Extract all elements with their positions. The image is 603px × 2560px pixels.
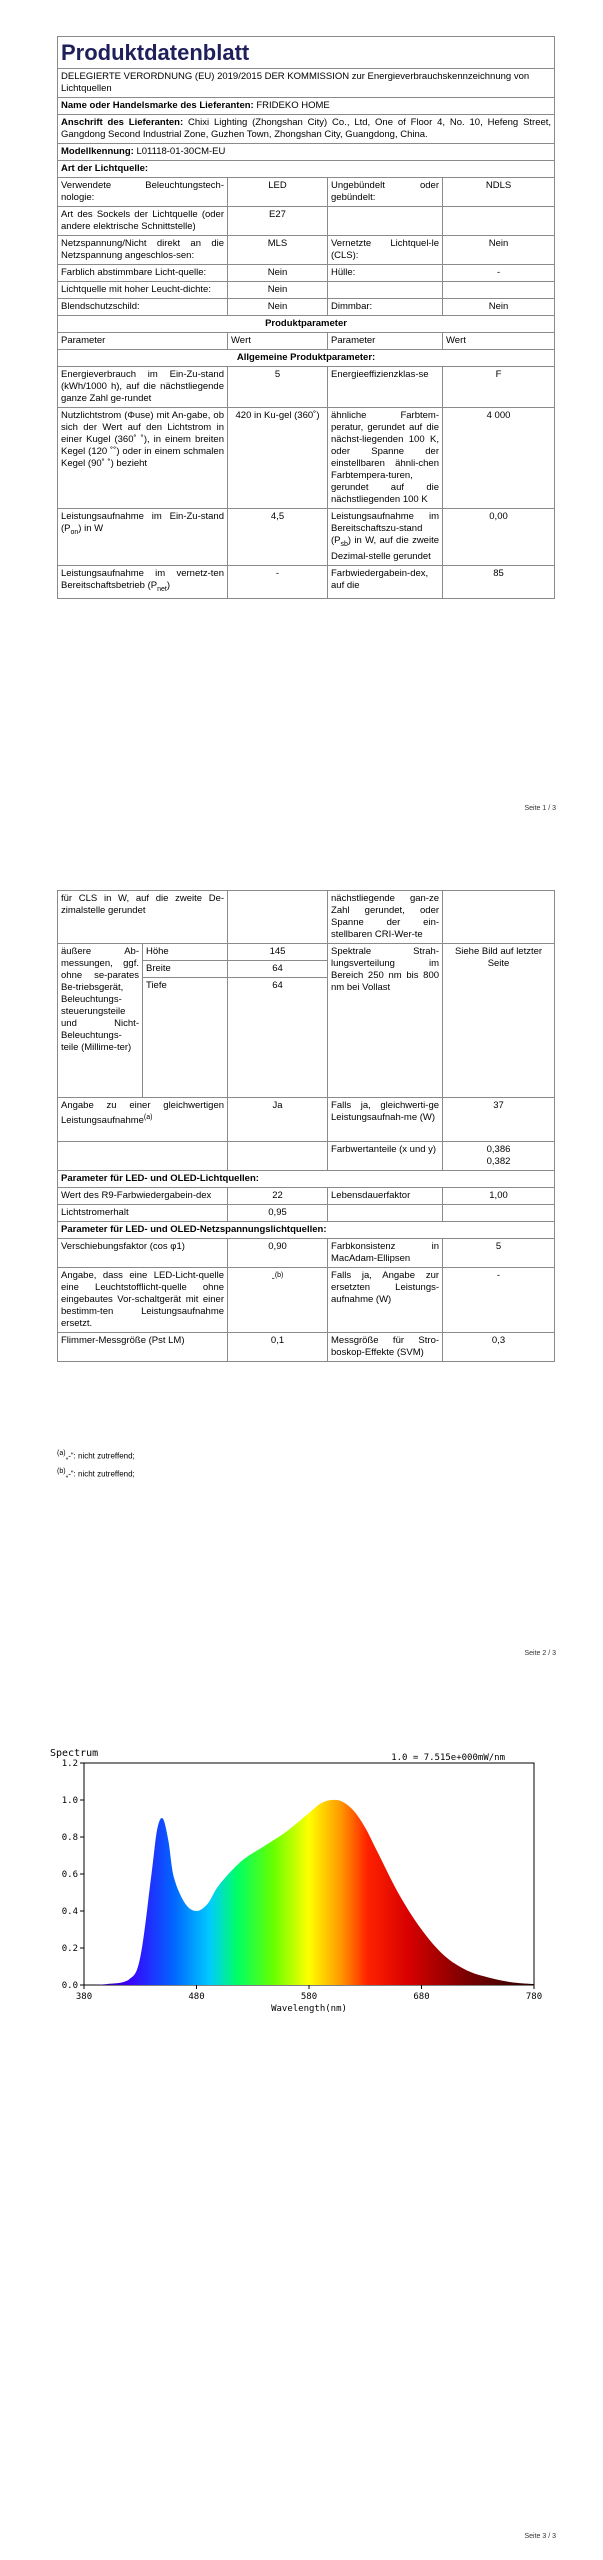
param-row <box>58 1205 555 1222</box>
param-row <box>58 408 555 509</box>
replace-label: Angabe, dass eine LED-Licht-quelle eine Leuchtstofflicht-quelle ohne eingebautes Vor-schaltgerät mit einer bestimm-ten Leistungsaufnahme ersetzt. <box>58 1268 228 1333</box>
param-label: Farbwiedergabein-dex, auf die <box>328 565 443 598</box>
chroma-label: Farbwertanteile (x und y) <box>328 1142 443 1171</box>
y-tick-label: 1.2 <box>61 1759 78 1769</box>
type-value: E27 <box>228 207 328 236</box>
flicker-value: 0,1 <box>228 1333 328 1362</box>
strobo-value: 0,3 <box>443 1333 555 1362</box>
type-value <box>443 282 555 299</box>
footnote-ref: (b) <box>274 1272 284 1279</box>
life-label: Lebensdauerfaktor <box>328 1188 443 1205</box>
dim-name: Höhe <box>143 944 228 961</box>
param-row <box>58 1098 555 1142</box>
type-value: Nein <box>228 299 328 316</box>
mains-header: Parameter für LED- und OLED-Netzspannungslichtquellen: <box>58 1222 555 1239</box>
type-value: MLS <box>228 236 328 265</box>
param-row <box>58 509 555 566</box>
replace-power-label: Falls ja, Angabe zur ersetzten Leistungs-aufnahme (W) <box>328 1268 443 1333</box>
footnote-b <box>57 1468 135 1479</box>
param-label <box>58 509 228 566</box>
strobo-label: Messgröße für Stro-boskop-Effekte (SVM) <box>328 1333 443 1362</box>
page-number: Seite 3 / 3 <box>524 2533 556 2540</box>
param-label-end: ) in W, auf die zweite Dezimal-stelle gerundet <box>331 535 439 562</box>
param-row <box>58 1268 555 1333</box>
param-value <box>228 891 328 944</box>
supplier-row <box>58 98 555 115</box>
equiv-power-value: 37 <box>443 1098 555 1142</box>
param-value: 4,5 <box>228 509 328 566</box>
y-tick-label: 0.0 <box>61 1981 78 1991</box>
param-row <box>58 1239 555 1268</box>
type-row <box>58 299 555 316</box>
type-label: Art des Sockels der Lichtquelle (oder andere elektrische Schnittstelle) <box>58 207 228 236</box>
param-row <box>58 891 555 944</box>
datasheet-table-2 <box>57 890 555 1362</box>
chart-title: Spectrum <box>50 1748 99 1759</box>
param-row <box>58 1188 555 1205</box>
empty-cell <box>443 1205 555 1222</box>
type-row <box>58 207 555 236</box>
footnote-mark: (a) <box>57 1450 66 1457</box>
model-value: L01118-01-30CM-EU <box>136 146 226 157</box>
scale-note: 1.0 = 7.515e+000mW/nm <box>391 1753 505 1763</box>
y-tick-label: 0.2 <box>61 1944 78 1954</box>
maint-label: Lichtstromerhalt <box>58 1205 228 1222</box>
maint-value: 0,95 <box>228 1205 328 1222</box>
column-header-row <box>58 333 555 350</box>
dim-name: Breite <box>143 961 228 978</box>
param-value: 4 000 <box>443 408 555 509</box>
empty-cell <box>58 1142 228 1171</box>
type-label: Netzspannung/Nicht direkt an die Netzspannung angeschlos-sen: <box>58 236 228 265</box>
type-row <box>58 178 555 207</box>
param-label-sub: sb <box>340 540 348 548</box>
param-label-sub: net <box>157 585 167 593</box>
type-label: Ungebündelt oder gebündelt: <box>328 178 443 207</box>
param-value: 0,00 <box>443 509 555 566</box>
spectral-label: Spektrale Strah-lungsverteilung im Bereich 250 nm bis 800 nm bei Vollast <box>328 944 443 1098</box>
chroma-y: 0,382 <box>486 1156 511 1167</box>
footnote-ref: (a) <box>143 1114 153 1121</box>
param-row <box>58 1333 555 1362</box>
address-row <box>58 115 555 144</box>
x-tick-label: 380 <box>75 1992 93 2002</box>
param-label-end: ) in W <box>78 523 104 534</box>
type-value: - <box>443 265 555 282</box>
dim-value: 64 <box>228 961 328 978</box>
page-number: Seite 1 / 3 <box>524 805 556 812</box>
address-value: Chixi Lighting (Zhongshan City) Co., Ltd, One of Floor 4, No. 10, Hefeng Street, Gangdong Second Industrial Zone, Guzhen Town, Zhongshan City, Guangdong, China. <box>61 117 552 140</box>
spectral-value: Siehe Bild auf letzter Seite <box>443 944 555 1098</box>
x-tick-label: 680 <box>413 1992 430 2002</box>
type-label: Verwendete Beleuchtungstech-nologie: <box>58 178 228 207</box>
param-label-end: ) <box>166 579 171 591</box>
type-value: Nein <box>443 299 555 316</box>
page-2 <box>0 880 603 1700</box>
footnote-a <box>57 1450 135 1461</box>
type-label: Dimmbar: <box>328 299 443 316</box>
y-tick-label: 0.8 <box>61 1833 78 1843</box>
param-value: - <box>228 565 328 598</box>
param-row <box>58 565 555 598</box>
param-label: ähnliche Farbtem-peratur, gerundet auf die nächst-liegenden 100 K, oder Spanne der einstellbaren ähnli-chen Farbtempera-turen, gerundet auf die nächstliegenden 100 K <box>328 408 443 509</box>
column-header: Parameter <box>328 333 443 350</box>
param-label-text: Leistungsaufnahme im vernetz-ten Bereitschaftsbetrieb (P <box>61 567 224 591</box>
chroma-x: 0,386 <box>486 1144 511 1155</box>
param-label: nächstliegende gan-ze Zahl gerundet, oder Spanne der ein-stellbaren CRI-Wer-te <box>328 891 443 944</box>
column-header: Wert <box>228 333 328 350</box>
dim-name: Tiefe <box>143 978 228 1098</box>
param-value: F <box>443 367 555 408</box>
param-label: Energieeffizienzklas-se <box>328 367 443 408</box>
model-label: Modellkennung: <box>61 146 134 157</box>
param-row <box>58 367 555 408</box>
footnote-text: „-“: nicht zutreffend; <box>65 1469 135 1479</box>
dim-value: 145 <box>228 944 328 961</box>
cos-value: 0,90 <box>228 1239 328 1268</box>
supplier-label: Name oder Handelsmarke des Lieferanten: <box>61 100 254 111</box>
datasheet-table-1 <box>57 36 555 599</box>
page-title: Produktdatenblatt <box>58 37 555 69</box>
consist-label: Farbkonsistenz in MacAdam-Ellipsen <box>328 1239 443 1268</box>
page-number: Seite 2 / 3 <box>524 1650 556 1657</box>
address-label: Anschrift des Lieferanten: <box>61 117 184 128</box>
type-row <box>58 236 555 265</box>
param-label: für CLS in W, auf die zweite De-zimalstelle gerundet <box>58 891 228 944</box>
type-label: Blendschutzschild: <box>58 299 228 316</box>
replace-value-text: - <box>271 1273 275 1285</box>
empty-cell <box>328 1205 443 1222</box>
type-row <box>58 282 555 299</box>
param-label: Nutzlichtstrom (Φuse) mit An-gabe, ob sich der Wert auf den Lichtstrom in einer Kugel (360˚ ˚), in einem breiten Kegel (120 ˚˚) oder in einem schmalen Kegel (90˚ ˚) bezieht <box>58 408 228 509</box>
param-label-sub: on <box>70 528 79 536</box>
empty-cell <box>228 1142 328 1171</box>
type-value: Nein <box>228 282 328 299</box>
dim-value: 64 <box>228 978 328 1098</box>
equiv-power-label: Falls ja, gleichwerti-ge Leistungsaufnah-me (W) <box>328 1098 443 1142</box>
type-label: Farblich abstimmbare Licht-quelle: <box>58 265 228 282</box>
dims-label: äußere Ab-messungen, ggf. ohne se-parates Be-triebsgerät, Beleuchtungs-steuerungsteile und Nicht-Beleuchtungs-teile (Millime-ter) <box>58 944 143 1098</box>
equiv-value: Ja <box>228 1098 328 1142</box>
param-value: 5 <box>228 367 328 408</box>
type-label <box>328 207 443 236</box>
r9-label: Wert des R9-Farbwiedergabein-dex <box>58 1188 228 1205</box>
type-label: Vernetzte Lichtquel-le (CLS): <box>328 236 443 265</box>
param-value: 85 <box>443 565 555 598</box>
general-header: Allgemeine Produktparameter: <box>58 350 555 367</box>
type-label <box>328 282 443 299</box>
type-label: Hülle: <box>328 265 443 282</box>
param-label <box>328 509 443 566</box>
x-axis-label: Wavelength(nm) <box>271 2004 347 2014</box>
led-header: Parameter für LED- und OLED-Lichtquellen: <box>58 1171 555 1188</box>
param-label: Energieverbrauch im Ein-Zu-stand (kWh/1000 h), auf die nächstliegende ganze Zahl ge-rundet <box>58 367 228 408</box>
r9-value: 22 <box>228 1188 328 1205</box>
y-tick-label: 0.4 <box>61 1907 78 1917</box>
dims-row <box>58 944 555 961</box>
type-label: Lichtquelle mit hoher Leucht-dichte: <box>58 282 228 299</box>
y-tick-label: 1.0 <box>61 1796 78 1806</box>
flicker-label: Flimmer-Messgröße (Pst LM) <box>58 1333 228 1362</box>
param-value <box>443 891 555 944</box>
spectrum-area <box>84 1800 534 1985</box>
replace-value <box>228 1268 328 1333</box>
param-value: 420 in Ku-gel (360˚) <box>228 408 328 509</box>
column-header: Parameter <box>58 333 228 350</box>
column-header: Wert <box>443 333 555 350</box>
type-row <box>58 265 555 282</box>
regulation-text: DELEGIERTE VERORDNUNG (EU) 2019/2015 DER KOMMISSION zur Energieverbrauchskennzeichnung von Lichtquellen <box>58 69 555 98</box>
datasheet-page-2 <box>57 890 554 1362</box>
y-axis <box>62 1759 84 1991</box>
type-value: LED <box>228 178 328 207</box>
x-axis <box>76 1985 542 2002</box>
cos-label: Verschiebungsfaktor (cos φ1) <box>58 1239 228 1268</box>
type-value <box>443 207 555 236</box>
datasheet-page-1 <box>57 36 554 599</box>
type-value: NDLS <box>443 178 555 207</box>
param-label-text: Leistungsaufnahme im Ein-Zu-stand (P <box>61 511 224 534</box>
x-tick-label: 580 <box>300 1992 318 2002</box>
y-tick-label: 0.6 <box>61 1870 78 1880</box>
chroma-value <box>443 1142 555 1171</box>
life-value: 1,00 <box>443 1188 555 1205</box>
param-row <box>58 1142 555 1171</box>
page-1 <box>0 0 603 830</box>
footnote-text: „-“: nicht zutreffend; <box>65 1451 135 1461</box>
type-value: Nein <box>228 265 328 282</box>
type-header: Art der Lichtquelle: <box>58 161 555 178</box>
supplier-value: FRIDEKO HOME <box>256 100 330 111</box>
type-value: Nein <box>443 236 555 265</box>
consist-value: 5 <box>443 1239 555 1268</box>
replace-power-value: - <box>443 1268 555 1333</box>
spectrum-chart <box>50 1745 555 2025</box>
param-label-text: Leistungsaufnahme im Bereitschaftszu-stand (P <box>331 511 439 546</box>
x-tick-label: 480 <box>188 1992 205 2002</box>
equiv-label <box>58 1098 228 1142</box>
params-header: Produktparameter <box>58 316 555 333</box>
model-row <box>58 144 555 161</box>
equiv-label-text: Angabe zu einer gleichwertigen Leistungsaufnahme <box>61 1100 225 1127</box>
x-tick-label: 780 <box>525 1992 543 2002</box>
param-label <box>58 565 228 598</box>
footnote-mark: (b) <box>57 1468 66 1475</box>
